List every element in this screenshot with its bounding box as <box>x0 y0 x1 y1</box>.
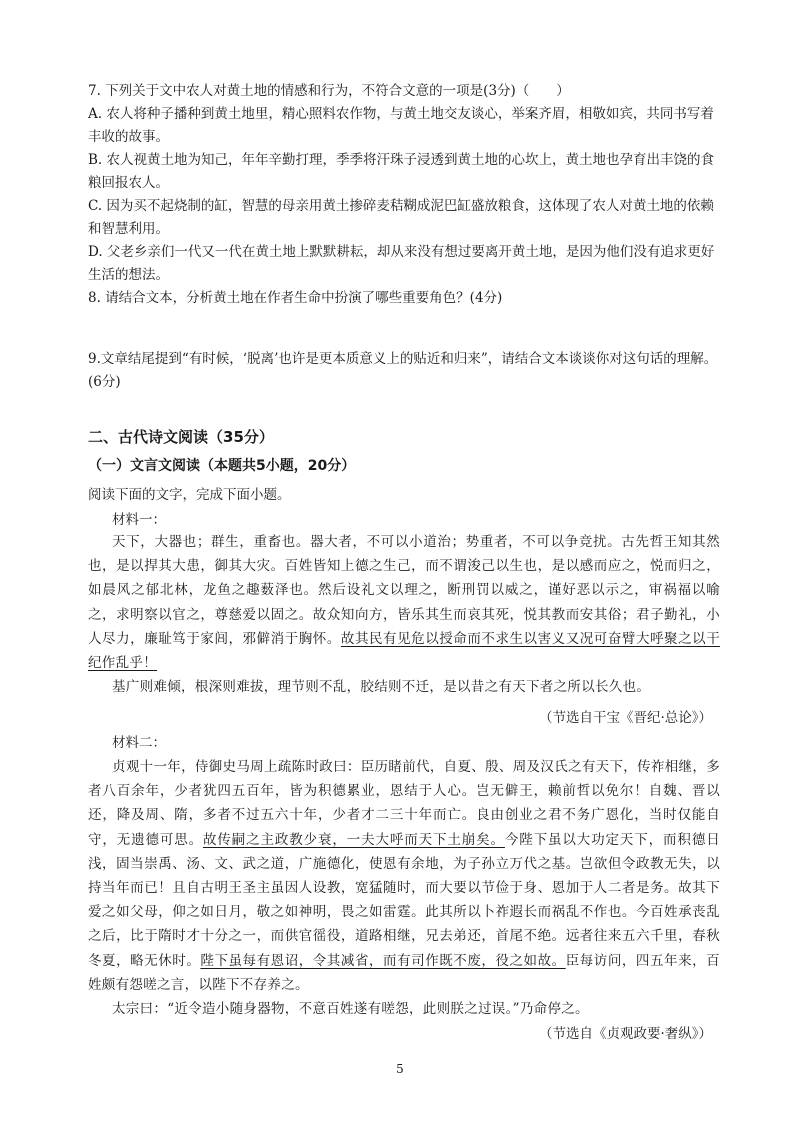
material-1-label: 材料一： <box>112 512 166 528</box>
section-title: 二、古代诗文阅读（35分） <box>88 428 274 446</box>
material-2-underlined-sentence-2: 陛下虽每有恩诏，令其减省，而有司作既不废，役之如故。 <box>200 952 566 969</box>
material-2-source: （节选自《贞观政要·奢纵》） <box>538 1026 712 1042</box>
question-7-option-d: D. 父老乡亲们一代又一代在黄土地上默默耕耘，却从来没有想过要离开黄土地，是因为他们没有追求更好生活的想法。 <box>88 244 715 283</box>
section-instruction: 阅读下面的文字，完成下面小题。 <box>88 487 291 503</box>
question-7-option-c: C. 因为买不起烧制的缸，智慧的母亲用黄土掺碎麦秸糊成泥巴缸盛放粮食，这体现了农人对黄土地的依赖和智慧利用。 <box>88 198 714 237</box>
question-9-text: 9.文章结尾提到“有时候，‘脱离’也许是更本质意义上的贴近和归来”，请结合文本谈谈你对这句话的理解。(6分) <box>88 351 718 390</box>
question-7-option-a: A. 农人将种子播种到黄土地里，精心照料农作物，与黄土地交友谈心，举案齐眉，相敬如宾，共同书写着丰收的故事。 <box>88 106 714 145</box>
material-1-paragraph-2: 基广则难倾，根深则难拔，理节则不乱，胶结则不迁，是以昔之有天下者之所以长久也。 <box>112 679 651 696</box>
material-1-text <box>88 530 720 699</box>
question-7 <box>88 80 720 310</box>
material-1-paragraph-1 <box>88 530 720 675</box>
question-7-option-b: B. 农人视黄土地为知己，年年辛勤打理，季季将汗珠子浸透到黄土地的心坎上，黄土地也孕育出丰饶的食粮回报农人。 <box>88 152 715 191</box>
material-1-text-a: 天下，大器也；群生，重畜也。器大者，不可以小道治；势重者，不可以争竞扰。古先哲王知其然也，是以捍其大患，御其大灾。百姓皆知上德之生己，而不谓浚己以生也，是以感而应之，悦而归之，如晨风之郁北林，龙鱼之趣薮泽也。然后设礼文以理之，断刑罚以威之，谨好恶以示之，审祸福以喻之，求明察以官之，尊慈爱以固之。故众知向方，皆乐其生而哀其死，悦其教而安其俗；君子勤礼，小人尽力，廉耻笃于家闾，邪僻消于胸怀。 <box>88 534 720 647</box>
question-8: 8. 请结合文本，分析黄土地在作者生命中扮演了哪些重要角色？(4分) <box>88 290 503 306</box>
question-7-stem: 7. 下列关于文中农人对黄土地的情感和行为，不符合文意的一项是(3分)（ ） <box>88 83 570 99</box>
material-2-label: 材料二： <box>112 735 166 751</box>
section-subtitle: （一）文言文阅读（本题共5小题，20分） <box>88 458 356 474</box>
material-2-paragraph-2: 太宗曰：“近令造小随身器物，不意百姓遂有嗟怨，此则朕之过误。”乃命停之。 <box>112 1001 589 1018</box>
page-number: 5 <box>396 1062 404 1076</box>
material-2-text-a: 贞观十一年，侍御史马周上疏陈时政曰：臣历睹前代，自夏、殷、周及汉氏之有天下，传祚相继，多者八百余年，少者犹四五百年，皆为积德累业，恩结于人心。岂无僻王，赖前哲以免尔！自魏、晋以还，降及周、隋，多者不过五六十年，少者才二三十年而亡。良由创业之君不务广恩化，当时仅能自守，无遗德可思。 <box>88 759 720 848</box>
material-2-underlined-sentence-1: 故传嗣之主政教少衰，一夫大呼而天下土崩矣。 <box>203 831 505 848</box>
material-2-text <box>88 755 720 1021</box>
material-2-text-c: 臣每访问，四五年来，百姓颇有怨嗟之言，以陛下不存养之。 <box>88 952 720 993</box>
material-2-paragraph-1 <box>88 755 720 997</box>
material-2-text-b: 今陛下虽以大功定天下，而积德日浅，固当崇禹、汤、文、武之道，广施德化，使恩有余地，为子孙立万代之基。岂欲但令政教无失，以持当年而已！且自古明王圣主虽因人设教，宽猛随时，而大要以节俭于身、恩加于人二者是务。故其下爱之如父母，仰之如日月，敬之如神明，畏之如雷霆。此其所以卜祚遐长而祸乱不作也。今百姓承丧乱之后，比于隋时才十分之一，而供官徭役，道路相继，兄去弟还，首尾不绝。远者往来五六千里，春秋冬夏，略无休时。 <box>88 831 720 969</box>
question-9 <box>88 348 720 394</box>
material-1-underlined-sentence: 故其民有见危以授命而不求生以害义又况可奋臂大呼聚之以干纪作乱乎！ <box>88 630 720 672</box>
material-1-source: （节选自干宝《晋纪·总论》） <box>538 710 712 726</box>
